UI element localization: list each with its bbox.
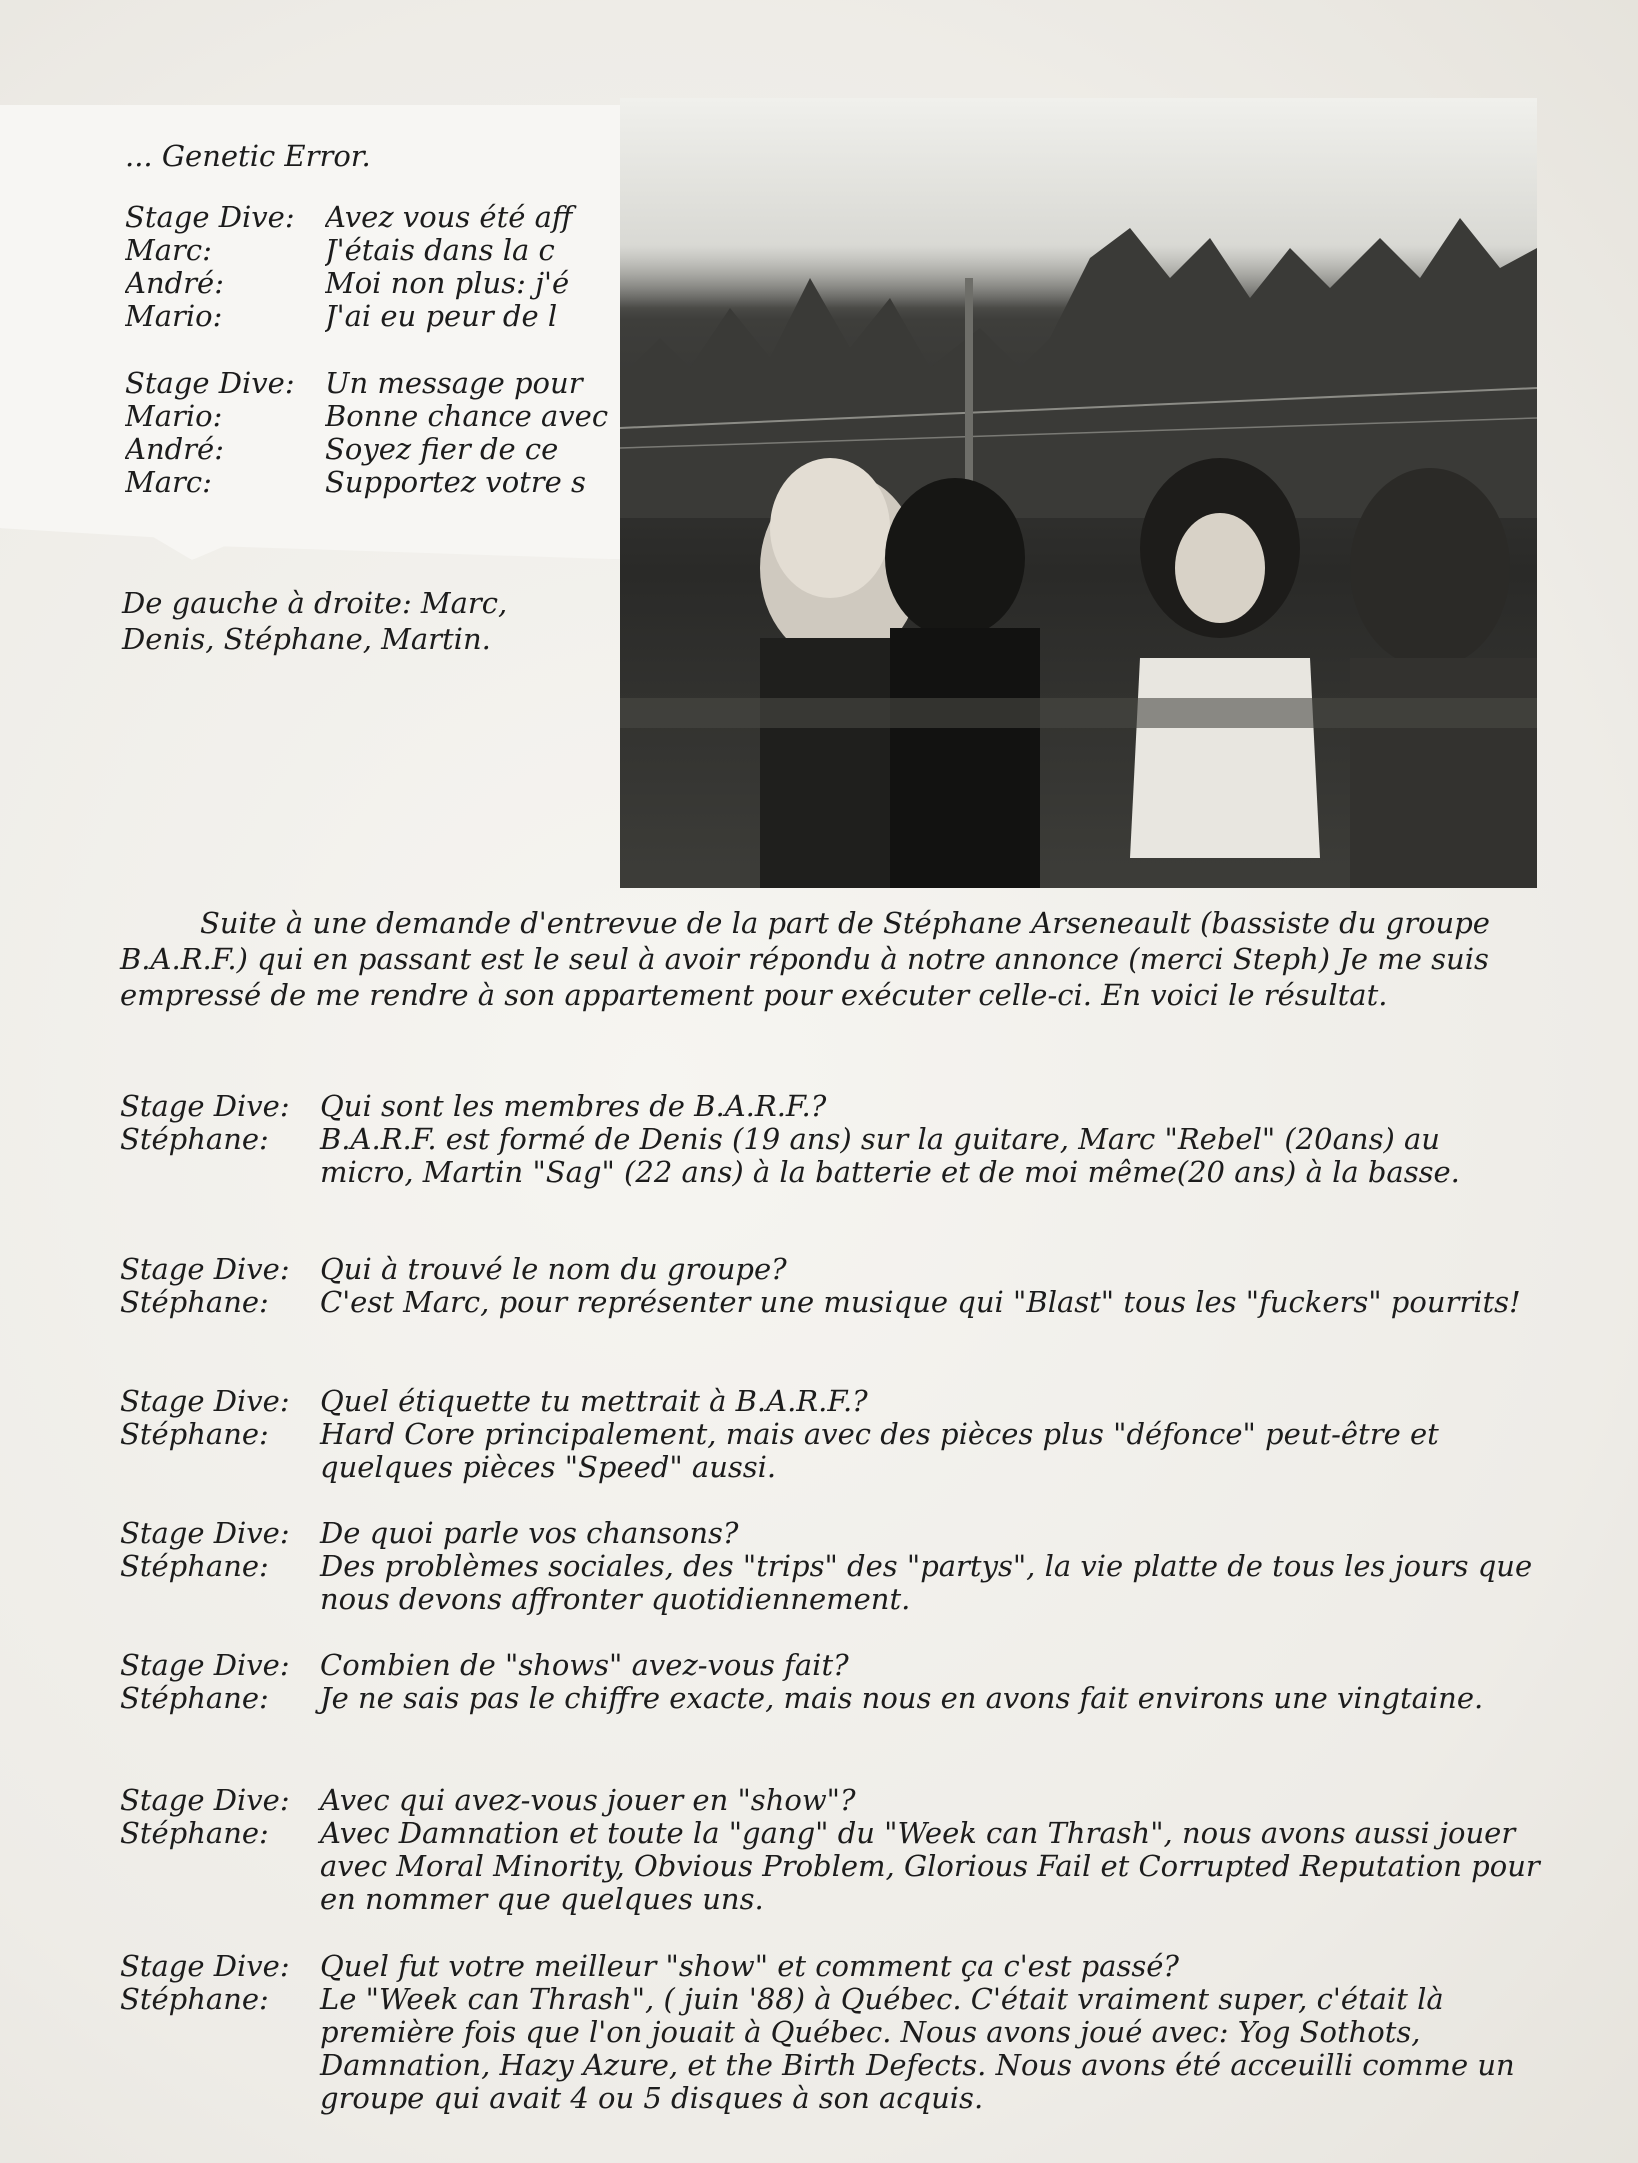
line-text: J'ai eu peur de l [325, 300, 558, 333]
respondent-label: Stéphane: [120, 1982, 269, 2016]
question-row [120, 1517, 1540, 1550]
interviewer-label: Stage Dive: [120, 1949, 290, 1983]
answer-row [120, 1817, 1540, 1916]
respondent-label: Stéphane: [120, 1816, 269, 1850]
question-text: Qui à trouvé le nom du groupe? [320, 1252, 787, 1286]
speaker-label: Mario: [125, 400, 223, 433]
line-text: J'étais dans la c [325, 234, 555, 267]
clipping-block-1 [125, 201, 625, 333]
interview-exchange [120, 1784, 1540, 1916]
speaker-label: Stage Dive: [125, 201, 295, 234]
interview-exchange [120, 1517, 1540, 1616]
line-text: Moi non plus: j'é [325, 267, 570, 300]
clipping-heading: ... Genetic Error. [125, 139, 371, 173]
interviewer-label: Stage Dive: [120, 1089, 290, 1123]
interview-exchange [120, 1950, 1540, 2115]
speaker-label: Marc: [125, 234, 212, 267]
clipping-row [125, 433, 625, 466]
photo-caption: De gauche à droite: Marc, Denis, Stéphane, Martin. [122, 586, 508, 656]
respondent-label: Stéphane: [120, 1681, 269, 1715]
speaker-label: André: [125, 267, 224, 300]
interviewer-label: Stage Dive: [120, 1252, 290, 1286]
photo-band-members [620, 98, 1537, 888]
question-text: Avec qui avez-vous jouer en "show"? [320, 1783, 856, 1817]
clipping-row [125, 300, 625, 333]
answer-row [120, 1550, 1540, 1616]
answer-text: Je ne sais pas le chiffre exacte, mais nous en avons fait environs une vingtaine. [320, 1681, 1484, 1715]
clipping-row [125, 201, 625, 234]
question-row [120, 1649, 1540, 1682]
answer-text: Hard Core principalement, mais avec des pièces plus "défonce" peut-être et quelques pièces "Speed" aussi. [320, 1417, 1439, 1484]
clipping-row [125, 466, 625, 499]
respondent-label: Stéphane: [120, 1549, 269, 1583]
question-row [120, 1253, 1540, 1286]
answer-row [120, 1286, 1540, 1319]
speaker-label: Marc: [125, 466, 212, 499]
line-text: Bonne chance avec [325, 400, 609, 433]
interviewer-label: Stage Dive: [120, 1516, 290, 1550]
speaker-label: Mario: [125, 300, 223, 333]
clipping-row [125, 400, 625, 433]
speaker-label: Stage Dive: [125, 367, 295, 400]
question-row [120, 1385, 1540, 1418]
line-text: Un message pour [325, 367, 583, 400]
question-row [120, 1784, 1540, 1817]
line-text: Avez vous été aff [325, 201, 573, 234]
interviewer-label: Stage Dive: [120, 1783, 290, 1817]
line-text: Supportez votre s [325, 466, 586, 499]
answer-text: C'est Marc, pour représenter une musique qui "Blast" tous les "fuckers" pourrits! [320, 1285, 1521, 1319]
answer-text: Le "Week can Thrash", ( juin '88) à Québec. C'était vraiment super, c'était là première fois que l'on jouait à Québec. Nous avons joué avec: Yog Sothots, Damnation, Hazy Azure, et the Birth Defects. Nous avons été acceuilli comme un groupe qui avait 4 ou 5 disques à son acquis. [320, 1982, 1515, 2115]
respondent-label: Stéphane: [120, 1417, 269, 1451]
answer-text: B.A.R.F. est formé de Denis (19 ans) sur la guitare, Marc "Rebel" (20ans) au micro, Martin "Sag" (22 ans) à la batterie et de moi même(20 ans) à la basse. [320, 1122, 1460, 1189]
clipping-block-2 [125, 367, 625, 499]
band-photo [620, 98, 1537, 888]
question-text: De quoi parle vos chansons? [320, 1516, 739, 1550]
answer-text: Des problèmes sociales, des "trips" des "partys", la vie platte de tous les jours que nous devons affronter quotidiennement. [320, 1549, 1533, 1616]
answer-row [120, 1123, 1540, 1189]
answer-text: Avec Damnation et toute la "gang" du "Week can Thrash", nous avons aussi jouer avec Moral Minority, Obvious Problem, Glorious Fail et Corrupted Reputation pour en nommer que quelques uns. [320, 1816, 1540, 1916]
answer-row [120, 1418, 1540, 1484]
question-text: Quel fut votre meilleur "show" et comment ça c'est passé? [320, 1949, 1179, 1983]
question-row [120, 1950, 1540, 1983]
speaker-label: André: [125, 433, 224, 466]
respondent-label: Stéphane: [120, 1285, 269, 1319]
interview-exchange [120, 1649, 1540, 1715]
answer-row [120, 1682, 1540, 1715]
clipping-row [125, 367, 625, 400]
clipping-row [125, 267, 625, 300]
question-row [120, 1090, 1540, 1123]
interview-exchange [120, 1385, 1540, 1484]
interview-exchange [120, 1253, 1540, 1319]
answer-row [120, 1983, 1540, 2115]
intro-paragraph: Suite à une demande d'entrevue de la part de Stéphane Arseneault (bassiste du groupe B.A.R.F.) qui en passant est le seul à avoir répondu à notre annonce (merci Steph) Je me suis empressé de me rendre à son appartement pour exécuter celle-ci. En voici le résultat. [120, 906, 1490, 1012]
line-text: Soyez fier de ce [325, 433, 559, 466]
interviewer-label: Stage Dive: [120, 1384, 290, 1418]
interviewer-label: Stage Dive: [120, 1648, 290, 1682]
interview-exchange [120, 1090, 1540, 1189]
question-text: Quel étiquette tu mettrait à B.A.R.F.? [320, 1384, 868, 1418]
clipping-row [125, 234, 625, 267]
question-text: Combien de "shows" avez-vous fait? [320, 1648, 849, 1682]
respondent-label: Stéphane: [120, 1122, 269, 1156]
clipping-text [125, 140, 625, 499]
question-text: Qui sont les membres de B.A.R.F.? [320, 1089, 827, 1123]
